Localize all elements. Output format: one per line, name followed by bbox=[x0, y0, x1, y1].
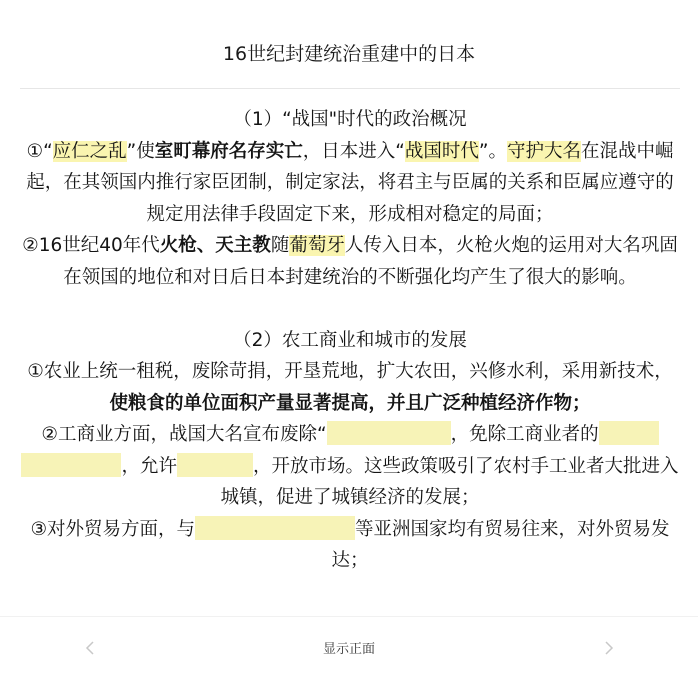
next-button[interactable] bbox=[603, 641, 615, 655]
text: ”。 bbox=[478, 140, 507, 162]
text: 等亚洲国家均有贸易往来，对外贸易发达； bbox=[331, 518, 670, 571]
text: ②工商业方面，战国大名宣布废除“ bbox=[41, 424, 327, 445]
text: 随 bbox=[270, 235, 290, 256]
text: ，开放市场。这些政策吸引了农村手工业者大批进入城镇，促进了城镇经济的发展； bbox=[220, 455, 679, 508]
cloze-blank[interactable] bbox=[195, 516, 355, 540]
section1-item1 bbox=[18, 136, 682, 231]
highlight-term: 守护大名 bbox=[506, 140, 581, 162]
section1-item2 bbox=[18, 230, 682, 293]
cloze-blank[interactable] bbox=[177, 453, 253, 477]
text: ③对外贸易方面，与 bbox=[30, 518, 196, 540]
section2-heading: （2）农工商业和城市的发展 bbox=[233, 329, 467, 351]
bold-term: 使粮食的单位面积产量显著提高，并且广泛种植经济作物； bbox=[109, 392, 591, 414]
section2-item2 bbox=[18, 419, 682, 514]
section-spacer bbox=[18, 293, 682, 325]
highlight-term: 葡萄牙 bbox=[289, 235, 345, 256]
section2-item1 bbox=[18, 356, 682, 419]
card-content bbox=[18, 104, 682, 577]
chevron-right-icon bbox=[603, 641, 615, 655]
cloze-blank[interactable] bbox=[599, 421, 659, 445]
bottom-bar bbox=[0, 616, 698, 674]
text: ，允许 bbox=[121, 455, 177, 477]
section1-heading: （1）“战国"时代的政治概况 bbox=[233, 109, 467, 130]
text: ，免除工商业者的 bbox=[450, 424, 599, 445]
show-front-button-wrap bbox=[0, 641, 698, 659]
text: ① bbox=[26, 140, 44, 162]
show-front-button[interactable]: 显示正面 bbox=[322, 642, 375, 657]
cloze-blank[interactable] bbox=[21, 453, 121, 477]
cloze-blank[interactable] bbox=[327, 421, 451, 445]
highlight-term: 战国时代 bbox=[404, 140, 479, 162]
text: ，日本进入“ bbox=[302, 140, 405, 162]
title-divider bbox=[20, 88, 680, 89]
highlight-term: 应仁之乱 bbox=[52, 140, 127, 162]
text: 在混战中崛起，在其领国内推行家臣团制，制定家法，将君主与臣属的关系和臣属应遵守的规定用法律手段固定下来，形成相对稳定的局面； bbox=[26, 140, 674, 225]
section2-item3 bbox=[18, 514, 682, 577]
text: 人传入日本，火枪火炮的运用对大名巩固在领国的地位和对日后日本封建统治的不断强化均产生了很大的影响。 bbox=[63, 235, 678, 288]
text: ①农业上统一租税，废除苛捐，开垦荒地，扩大农田，兴修水利，采用新技术， bbox=[27, 361, 673, 382]
prev-button[interactable] bbox=[84, 641, 96, 655]
card-title: 16世纪封建统治重建中的日本 bbox=[222, 43, 476, 65]
bold-term: 火枪、天主教 bbox=[159, 235, 271, 256]
chevron-left-icon bbox=[84, 641, 96, 655]
bold-term: 室町幕府名存实亡 bbox=[154, 140, 303, 162]
text: ”使 bbox=[126, 140, 155, 162]
text: ②16世纪40年代 bbox=[22, 235, 160, 256]
text: “ bbox=[43, 140, 53, 162]
